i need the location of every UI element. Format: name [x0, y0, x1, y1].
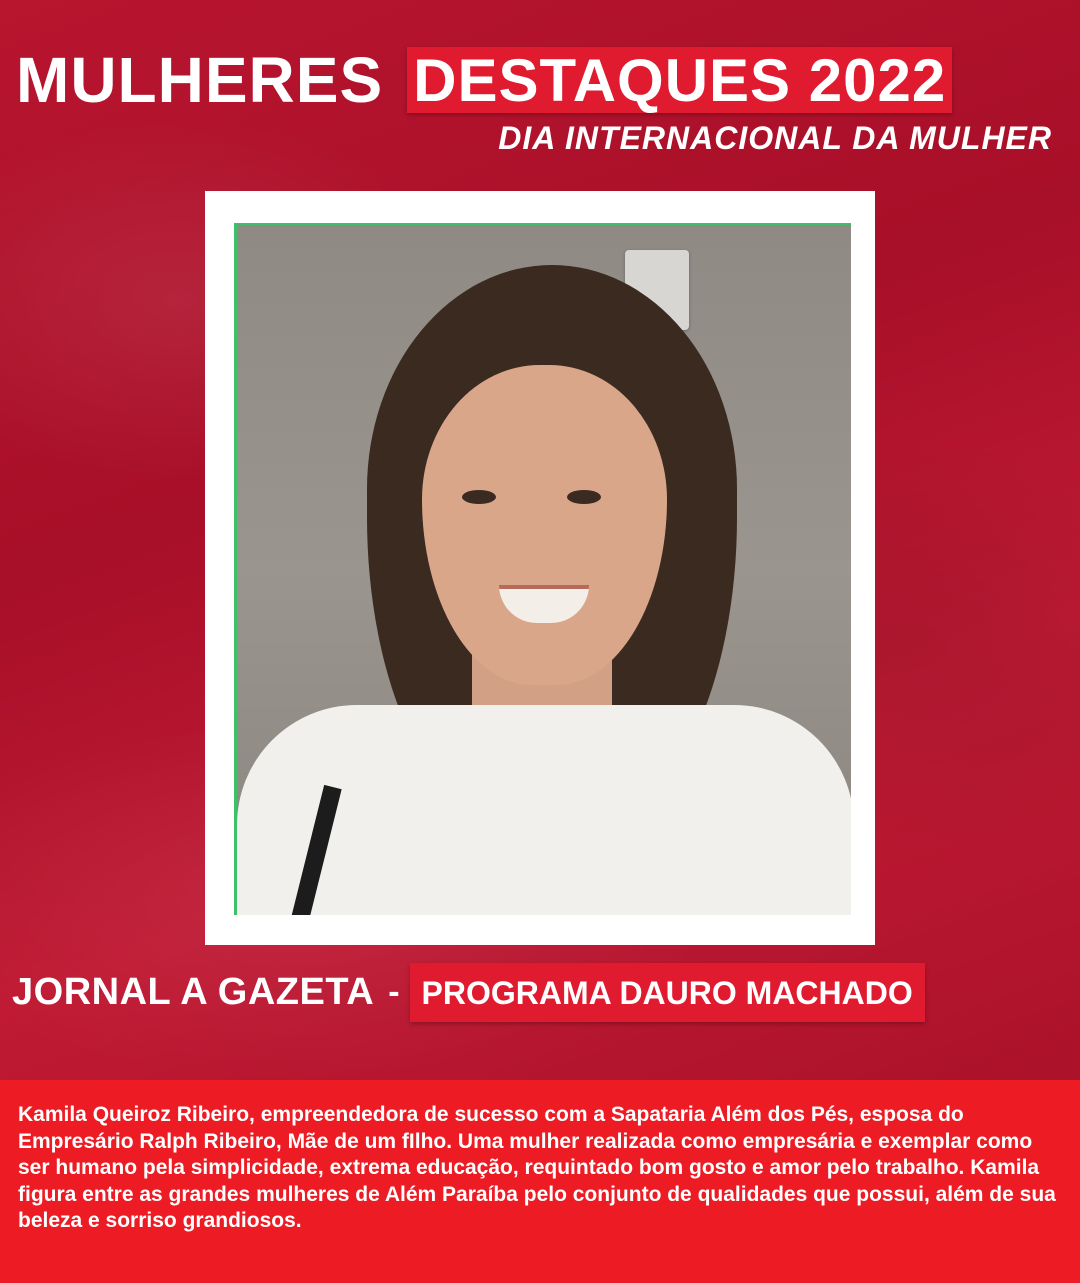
- right-eye: [567, 490, 601, 504]
- title-destaques-box: DESTAQUES 2022: [407, 47, 952, 113]
- left-eye: [462, 490, 496, 504]
- title-mulheres: MULHERES: [16, 44, 384, 116]
- bio-band: [0, 1080, 1080, 1283]
- caption-program-box: PROGRAMA DAURO MACHADO: [410, 963, 925, 1022]
- title-row: [16, 46, 952, 114]
- caption-row: [12, 962, 925, 1022]
- face: [422, 365, 667, 685]
- portrait-photo: [234, 223, 851, 915]
- caption-separator: -: [388, 972, 400, 1011]
- subtitle: DIA INTERNACIONAL DA MULHER: [498, 120, 1052, 156]
- bio-text: Kamila Queiroz Ribeiro, empreendedora de sucesso com a Sapataria Além dos Pés, esposa do Empresário Ralph Ribeiro, Mãe de um fIlho. Uma mulher realizada como empresária e exemplar como ser humano pela simplicidade, extrema educação, requintado bom gosto e amor pelo trabalho. Kamila figura entre as grandes mulheres de Além Paraíba pelo conjunto de qualidades que possui, além de sua beleza e sorriso grandiosos.: [18, 1103, 1056, 1232]
- caption-outlet: JORNAL A GAZETA: [12, 970, 375, 1013]
